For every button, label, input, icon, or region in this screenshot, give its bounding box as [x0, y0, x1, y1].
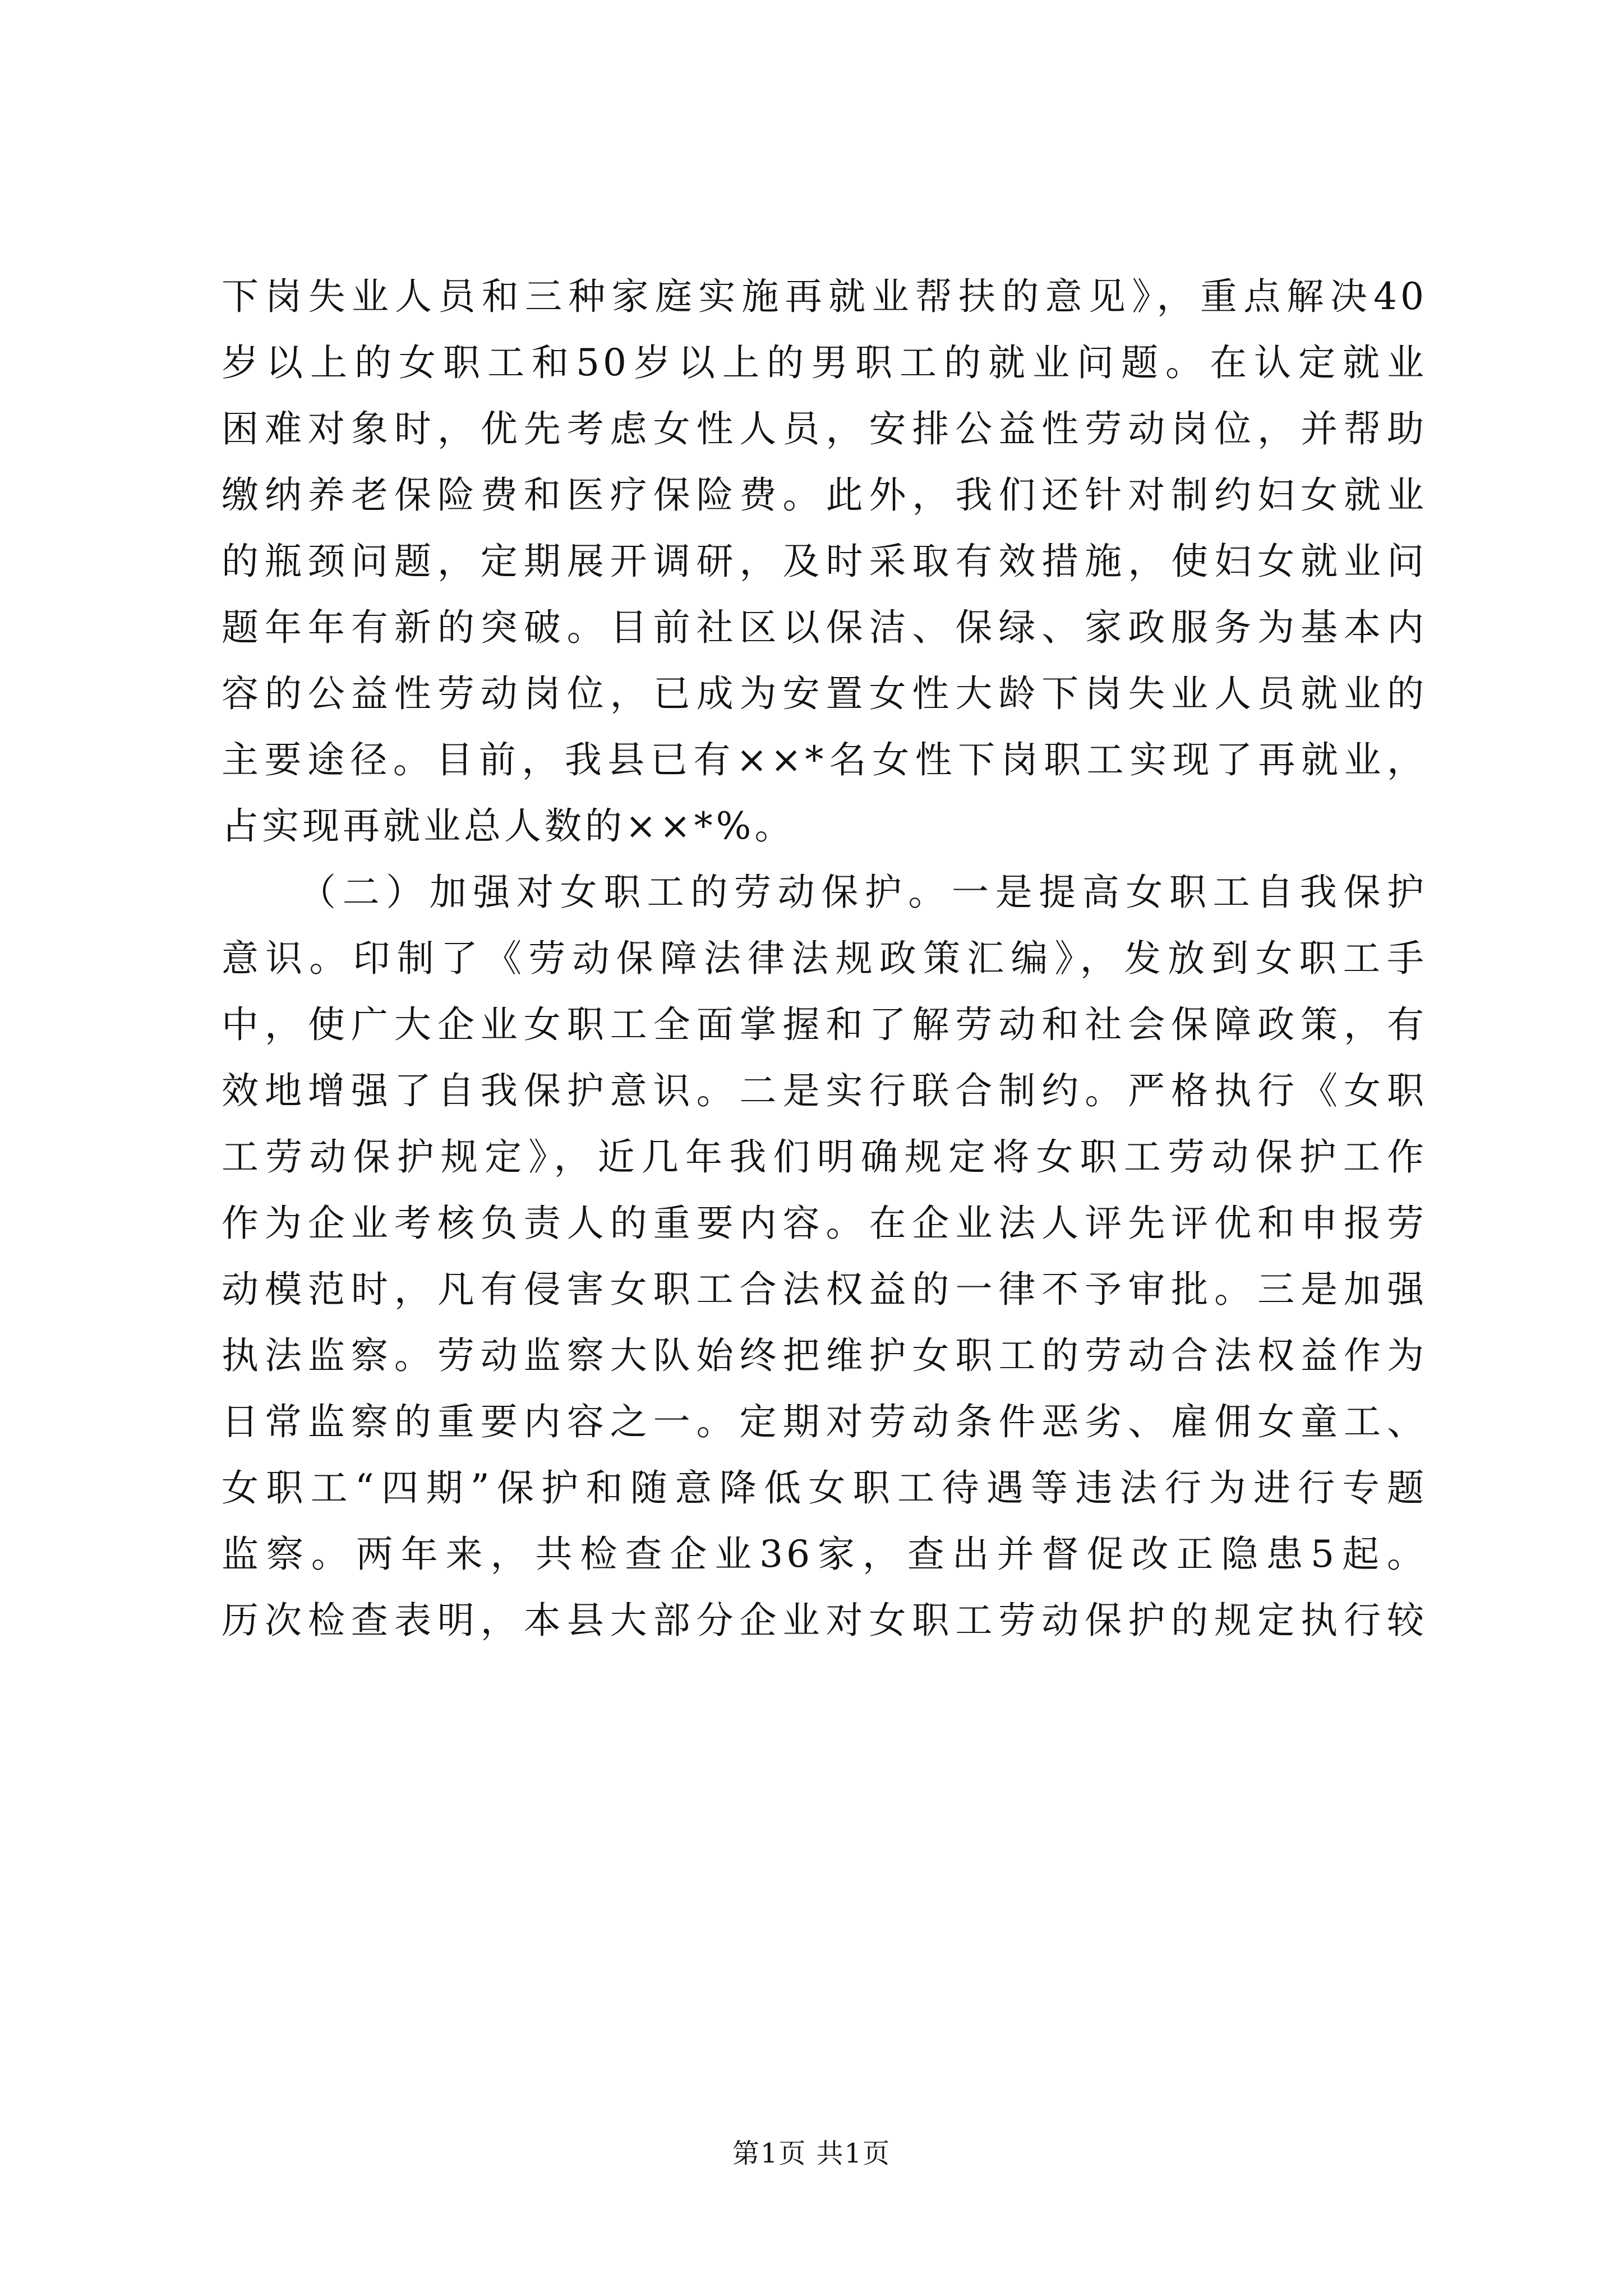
text-line: 监察。两年来，共检查企业36家，查出并督促改正隐患5起。 [222, 1533, 1427, 1576]
text-line: 下岗失业人员和三种家庭实施再就业帮扶的意见》，重点解决40 [222, 275, 1427, 318]
text-line: 困难对象时，优先考虑女性人员，安排公益性劳动岗位，并帮助 [222, 407, 1427, 450]
text-line: 的瓶颈问题，定期展开调研，及时采取有效措施，使妇女就业问 [222, 540, 1427, 583]
text-line: 动模范时，凡有侵害女职工合法权益的一律不予审批。三是加强 [222, 1268, 1427, 1311]
page-footer: 第1页 共1页 [732, 2138, 891, 2169]
document-body [222, 264, 1427, 1654]
text-line: 缴纳养老保险费和医疗保险费。此外，我们还针对制约妇女就业 [222, 473, 1427, 517]
text-line: 日常监察的重要内容之一。定期对劳动条件恶劣、雇佣女童工、 [222, 1400, 1427, 1443]
text-line: 意识。印制了《劳动保障法律法规政策汇编》，发放到女职工手 [222, 937, 1427, 980]
text-line: 工劳动保护规定》，近几年我们明确规定将女职工劳动保护工作 [222, 1135, 1427, 1179]
paragraph-1 [222, 264, 1427, 859]
text-line: 主要途径。目前，我县已有××*名女性下岗职工实现了再就业， [222, 738, 1427, 781]
paragraph-2 [222, 859, 1427, 1654]
text-line: 效地增强了自我保护意识。二是实行联合制约。严格执行《女职 [222, 1069, 1427, 1112]
text-line: 题年年有新的突破。目前社区以保洁、保绿、家政服务为基本内 [222, 606, 1427, 649]
text-line: 占实现再就业总人数的××*%。 [222, 804, 795, 848]
text-line: 作为企业考核负责人的重要内容。在企业法人评先评优和申报劳 [222, 1202, 1427, 1245]
text-line: 容的公益性劳动岗位，已成为安置女性大龄下岗失业人员就业的 [222, 672, 1427, 715]
text-line: 执法监察。劳动监察大队始终把维护女职工的劳动合法权益作为 [222, 1334, 1427, 1377]
text-line: 岁以上的女职工和50岁以上的男职工的就业问题。在认定就业 [222, 341, 1427, 384]
text-line: 历次检查表明，本县大部分企业对女职工劳动保护的规定执行较 [222, 1599, 1427, 1642]
text-line: 女职工“四期”保护和随意降低女职工待遇等违法行为进行专题 [222, 1466, 1427, 1510]
text-line: （二）加强对女职工的劳动保护。一是提高女职工自我保护 [299, 871, 1427, 914]
text-line: 中，使广大企业女职工全面掌握和了解劳动和社会保障政策，有 [222, 1003, 1427, 1046]
